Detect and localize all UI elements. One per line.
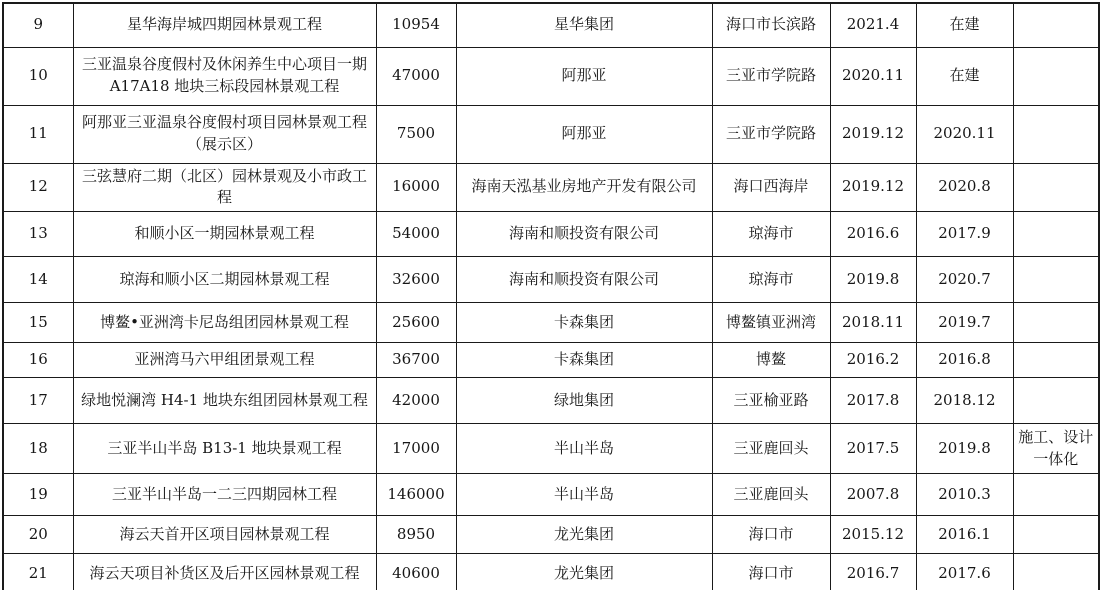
cell-location: 琼海市	[712, 257, 830, 303]
cell-location: 海口市	[712, 516, 830, 554]
cell-row-number: 13	[3, 212, 73, 257]
table-row	[3, 3, 1099, 47]
cell-note	[1013, 378, 1099, 424]
cell-note	[1013, 343, 1099, 378]
cell-project-name: 三弦慧府二期（北区）园林景观及小市政工程	[73, 163, 376, 212]
cell-area: 54000	[376, 212, 456, 257]
cell-end-date: 2017.9	[916, 212, 1013, 257]
cell-start-date: 2016.7	[830, 554, 916, 590]
cell-location: 博鳌	[712, 343, 830, 378]
cell-end-date: 2020.8	[916, 163, 1013, 212]
cell-area: 10954	[376, 3, 456, 47]
cell-row-number: 15	[3, 303, 73, 343]
cell-location: 博鳌镇亚洲湾	[712, 303, 830, 343]
cell-note	[1013, 163, 1099, 212]
cell-end-date: 2020.7	[916, 257, 1013, 303]
cell-location: 三亚市学院路	[712, 47, 830, 105]
cell-project-name: 和顺小区一期园林景观工程	[73, 212, 376, 257]
cell-client: 龙光集团	[456, 516, 712, 554]
cell-end-date: 2019.8	[916, 424, 1013, 474]
cell-end-date: 2019.7	[916, 303, 1013, 343]
cell-start-date: 2007.8	[830, 474, 916, 516]
cell-location: 海口市长滨路	[712, 3, 830, 47]
cell-note	[1013, 3, 1099, 47]
cell-area: 7500	[376, 105, 456, 163]
table-row	[3, 554, 1099, 590]
cell-client: 半山半岛	[456, 424, 712, 474]
cell-row-number: 11	[3, 105, 73, 163]
cell-location: 三亚市学院路	[712, 105, 830, 163]
cell-note	[1013, 47, 1099, 105]
cell-location: 三亚鹿回头	[712, 474, 830, 516]
cell-client: 海南和顺投资有限公司	[456, 257, 712, 303]
table-row	[3, 424, 1099, 474]
cell-note	[1013, 554, 1099, 590]
cell-project-name: 阿那亚三亚温泉谷度假村项目园林景观工程（展示区）	[73, 105, 376, 163]
cell-project-name: 博鳌•亚洲湾卡尼岛组团园林景观工程	[73, 303, 376, 343]
cell-start-date: 2015.12	[830, 516, 916, 554]
cell-project-name: 三亚半山半岛一二三四期园林工程	[73, 474, 376, 516]
cell-end-date: 2018.12	[916, 378, 1013, 424]
cell-end-date: 在建	[916, 3, 1013, 47]
cell-area: 42000	[376, 378, 456, 424]
cell-project-name: 三亚半山半岛 B13-1 地块景观工程	[73, 424, 376, 474]
cell-start-date: 2017.8	[830, 378, 916, 424]
cell-note	[1013, 257, 1099, 303]
cell-area: 32600	[376, 257, 456, 303]
cell-start-date: 2019.12	[830, 105, 916, 163]
cell-client: 海南天泓基业房地产开发有限公司	[456, 163, 712, 212]
table-row	[3, 212, 1099, 257]
cell-start-date: 2019.8	[830, 257, 916, 303]
cell-client: 绿地集团	[456, 378, 712, 424]
cell-client: 龙光集团	[456, 554, 712, 590]
cell-project-name: 海云天项目补货区及后开区园林景观工程	[73, 554, 376, 590]
cell-project-name: 琼海和顺小区二期园林景观工程	[73, 257, 376, 303]
cell-area: 47000	[376, 47, 456, 105]
cell-note: 施工、设计一体化	[1013, 424, 1099, 474]
cell-project-name: 绿地悦澜湾 H4-1 地块东组团园林景观工程	[73, 378, 376, 424]
cell-client: 海南和顺投资有限公司	[456, 212, 712, 257]
cell-end-date: 在建	[916, 47, 1013, 105]
cell-project-name: 海云天首开区项目园林景观工程	[73, 516, 376, 554]
cell-client: 阿那亚	[456, 47, 712, 105]
cell-row-number: 19	[3, 474, 73, 516]
cell-location: 三亚鹿回头	[712, 424, 830, 474]
cell-row-number: 12	[3, 163, 73, 212]
table-row	[3, 163, 1099, 212]
cell-row-number: 10	[3, 47, 73, 105]
cell-start-date: 2021.4	[830, 3, 916, 47]
cell-row-number: 9	[3, 3, 73, 47]
cell-area: 17000	[376, 424, 456, 474]
table-row	[3, 378, 1099, 424]
cell-note	[1013, 105, 1099, 163]
cell-area: 8950	[376, 516, 456, 554]
projects-table	[2, 2, 1100, 590]
cell-row-number: 20	[3, 516, 73, 554]
cell-row-number: 16	[3, 343, 73, 378]
cell-client: 半山半岛	[456, 474, 712, 516]
cell-location: 海口市	[712, 554, 830, 590]
cell-location: 三亚榆亚路	[712, 378, 830, 424]
cell-end-date: 2016.8	[916, 343, 1013, 378]
table-row	[3, 343, 1099, 378]
cell-project-name: 星华海岸城四期园林景观工程	[73, 3, 376, 47]
cell-row-number: 18	[3, 424, 73, 474]
cell-note	[1013, 212, 1099, 257]
table-row	[3, 516, 1099, 554]
cell-client: 星华集团	[456, 3, 712, 47]
table-row	[3, 47, 1099, 105]
cell-start-date: 2018.11	[830, 303, 916, 343]
cell-area: 25600	[376, 303, 456, 343]
cell-row-number: 21	[3, 554, 73, 590]
cell-start-date: 2016.6	[830, 212, 916, 257]
cell-area: 36700	[376, 343, 456, 378]
cell-location: 海口西海岸	[712, 163, 830, 212]
cell-start-date: 2016.2	[830, 343, 916, 378]
cell-start-date: 2019.12	[830, 163, 916, 212]
cell-row-number: 17	[3, 378, 73, 424]
table-row	[3, 257, 1099, 303]
cell-project-name: 亚洲湾马六甲组团景观工程	[73, 343, 376, 378]
cell-row-number: 14	[3, 257, 73, 303]
cell-client: 卡森集团	[456, 303, 712, 343]
table-row	[3, 303, 1099, 343]
cell-client: 阿那亚	[456, 105, 712, 163]
cell-end-date: 2017.6	[916, 554, 1013, 590]
cell-project-name: 三亚温泉谷度假村及休闲养生中心项目一期 A17A18 地块三标段园林景观工程	[73, 47, 376, 105]
cell-end-date: 2010.3	[916, 474, 1013, 516]
cell-area: 16000	[376, 163, 456, 212]
table-row	[3, 105, 1099, 163]
table-row	[3, 474, 1099, 516]
cell-area: 146000	[376, 474, 456, 516]
cell-end-date: 2020.11	[916, 105, 1013, 163]
cell-end-date: 2016.1	[916, 516, 1013, 554]
cell-location: 琼海市	[712, 212, 830, 257]
cell-note	[1013, 303, 1099, 343]
cell-client: 卡森集团	[456, 343, 712, 378]
cell-note	[1013, 516, 1099, 554]
cell-start-date: 2020.11	[830, 47, 916, 105]
cell-start-date: 2017.5	[830, 424, 916, 474]
cell-note	[1013, 474, 1099, 516]
cell-area: 40600	[376, 554, 456, 590]
